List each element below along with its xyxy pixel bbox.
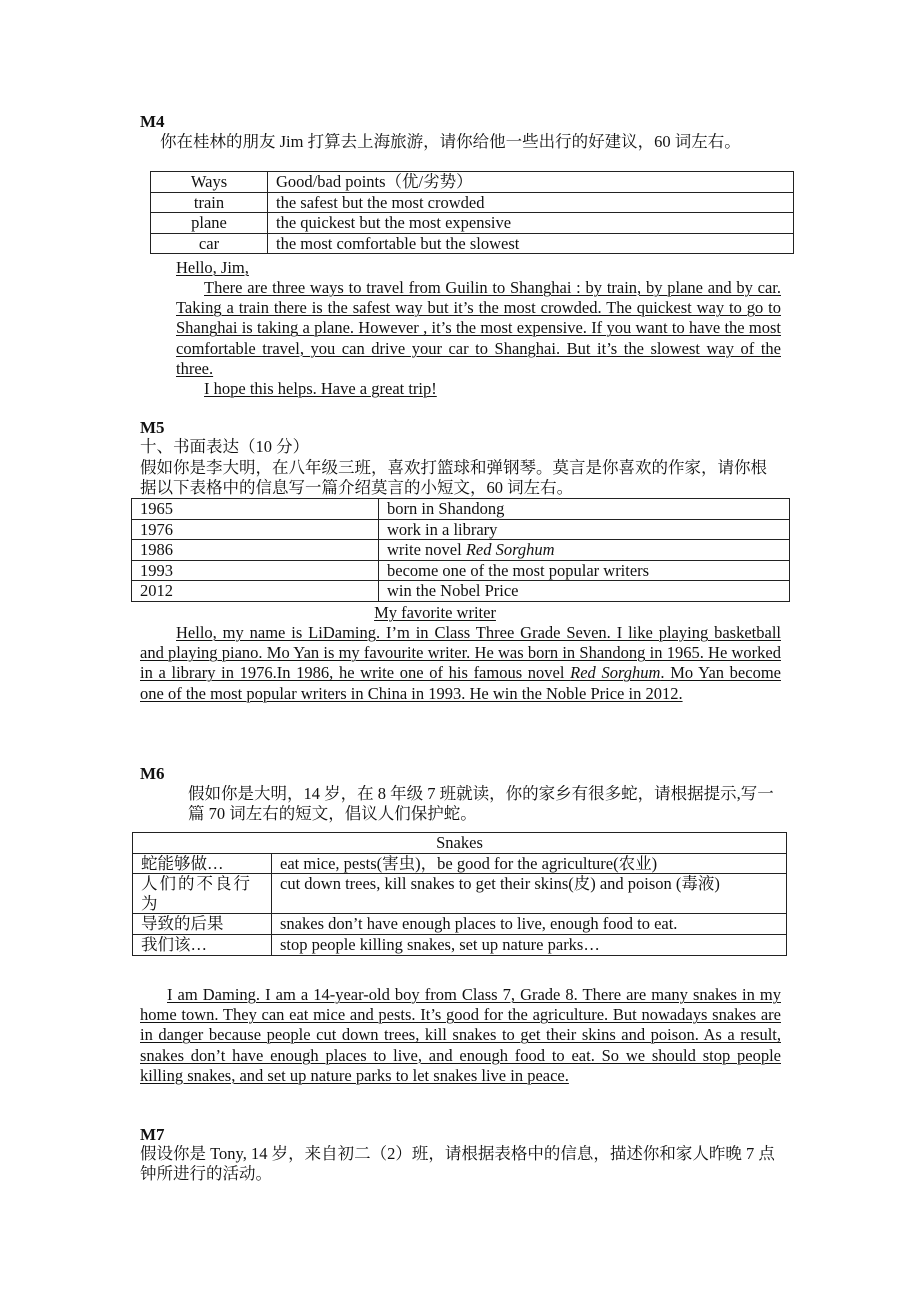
closing-m4: I hope this helps. Have a great trip! [204,379,437,398]
table-cell: train [151,192,268,213]
prompt-m6: 假如你是大明，14 岁，在 8 年级 7 班就读，你的家乡有很多蛇，请根据提示,写一篇 70 词左右的短文，倡议人们保护蛇。 [188,784,774,824]
table-m5 [131,498,790,602]
table-cell: the safest but the most crowded [268,192,794,213]
table-cell-event: work in a library [379,519,790,540]
table-row [132,519,790,540]
table-row [132,581,790,602]
table-cell-year: 1993 [132,560,379,581]
table-cell: plane [151,213,268,234]
table-cell-event: win the Nobel Price [379,581,790,602]
novel-title: Red Sorghum [465,540,555,560]
table-cell-event: born in Shandong [379,499,790,520]
essay-m5 [140,623,781,704]
table-cell: 人们的不良行为 [133,874,272,914]
table-title: Snakes [133,833,787,854]
table-cell: eat mice, pests(害虫)，be good for the agriculture(农业) [272,853,787,874]
table-cell: snakes don’t have enough places to live, enough food to eat. [272,914,787,935]
table-cell: stop people killing snakes, set up nature parks… [272,934,787,955]
table-cell-year: 1986 [132,540,379,561]
essay-text: Hello, my name is LiDaming. I’m in Class Three Grade Seven. I like playing basketball and playing piano. Mo Yan is my favourite writer. He was born in Shandong in 1965. He worked in a library in 1976.In 1986, he write one of his famous novel [140,623,781,683]
table-row [132,540,790,561]
table-m6 [132,832,787,956]
table-row [151,192,794,213]
table-cell: 导致的后果 [133,914,272,935]
heading-m5: M5 [140,418,165,437]
essay-title-text: My favorite writer [374,603,496,622]
table-row [133,874,787,914]
table-row [133,914,787,935]
table-row [133,833,787,854]
table-row [132,499,790,520]
section-title-m5: 十、书面表达（10 分） [140,437,310,456]
heading-m6: M6 [140,764,165,783]
table-cell: the most comfortable but the slowest [268,233,794,254]
essay-m6: I am Daming. I am a 14-year-old boy from Class 7, Grade 8. There are many snakes in my home town. They can eat mice and pests. It’s good for the agriculture. But nowadays snakes are in danger because people cut down trees, kill snakes to get their skins and poison. As a result, snakes don’t have enough places to live, and enough food to eat. So we should stop people killing snakes, and set up nature parks to let snakes live in peace. [140,985,781,1085]
greeting-m4: Hello, Jim, [176,258,249,277]
heading-m4: M4 [140,112,165,131]
table-row [132,560,790,581]
prompt-m7: 假设你是 Tony, 14 岁，来自初二（2）班，请根据表格中的信息，描述你和家人昨晚 7 点钟所进行的活动。 [140,1144,775,1184]
table-m4 [150,171,794,254]
essay-text: . Mo Yan become one of the most popular writers in China in 1993. He win the Noble Price in 2012. [140,663,781,703]
table-cell-year: 2012 [132,581,379,602]
table-cell-year: 1965 [132,499,379,520]
table-cell: 我们该… [133,934,272,955]
table-cell-event [379,540,790,561]
table-row [133,934,787,955]
essay-title-m5 [140,603,782,623]
table-header-cell: Good/bad points（优/劣势） [268,172,794,193]
event-text: write novel [387,540,466,560]
table-cell-event: become one of the most popular writers [379,560,790,581]
table-cell: cut down trees, kill snakes to get their skins(皮) and poison (毒液) [272,874,787,914]
table-header-cell: Ways [151,172,268,193]
essay-m4: There are three ways to travel from Guilin to Shanghai : by train, by plane and by car. Taking a train there is the safest way but it’s the most crowded. The quickest way to go to Shanghai is taking a plane. However , it’s the most expensive. If you want to have the most comfortable travel, you can drive your car to Shanghai. But it’s the slowest way of the three. [176,278,781,378]
table-cell: the quickest but the most expensive [268,213,794,234]
prompt-m5: 假如你是李大明，在八年级三班，喜欢打篮球和弹钢琴。莫言是你喜欢的作家，请你根据以下表格中的信息写一篇介绍莫言的小短文，60 词左右。 [140,458,767,498]
table-cell: 蛇能够做… [133,853,272,874]
table-cell: car [151,233,268,254]
table-cell-year: 1976 [132,519,379,540]
novel-title: Red Sorghum [570,663,661,683]
table-row [133,853,787,874]
table-row [151,213,794,234]
prompt-m4: 你在桂林的朋友 Jim 打算去上海旅游，请你给他一些出行的好建议，60 词左右。 [160,132,741,151]
table-row [151,233,794,254]
heading-m7: M7 [140,1125,165,1144]
table-row [151,172,794,193]
